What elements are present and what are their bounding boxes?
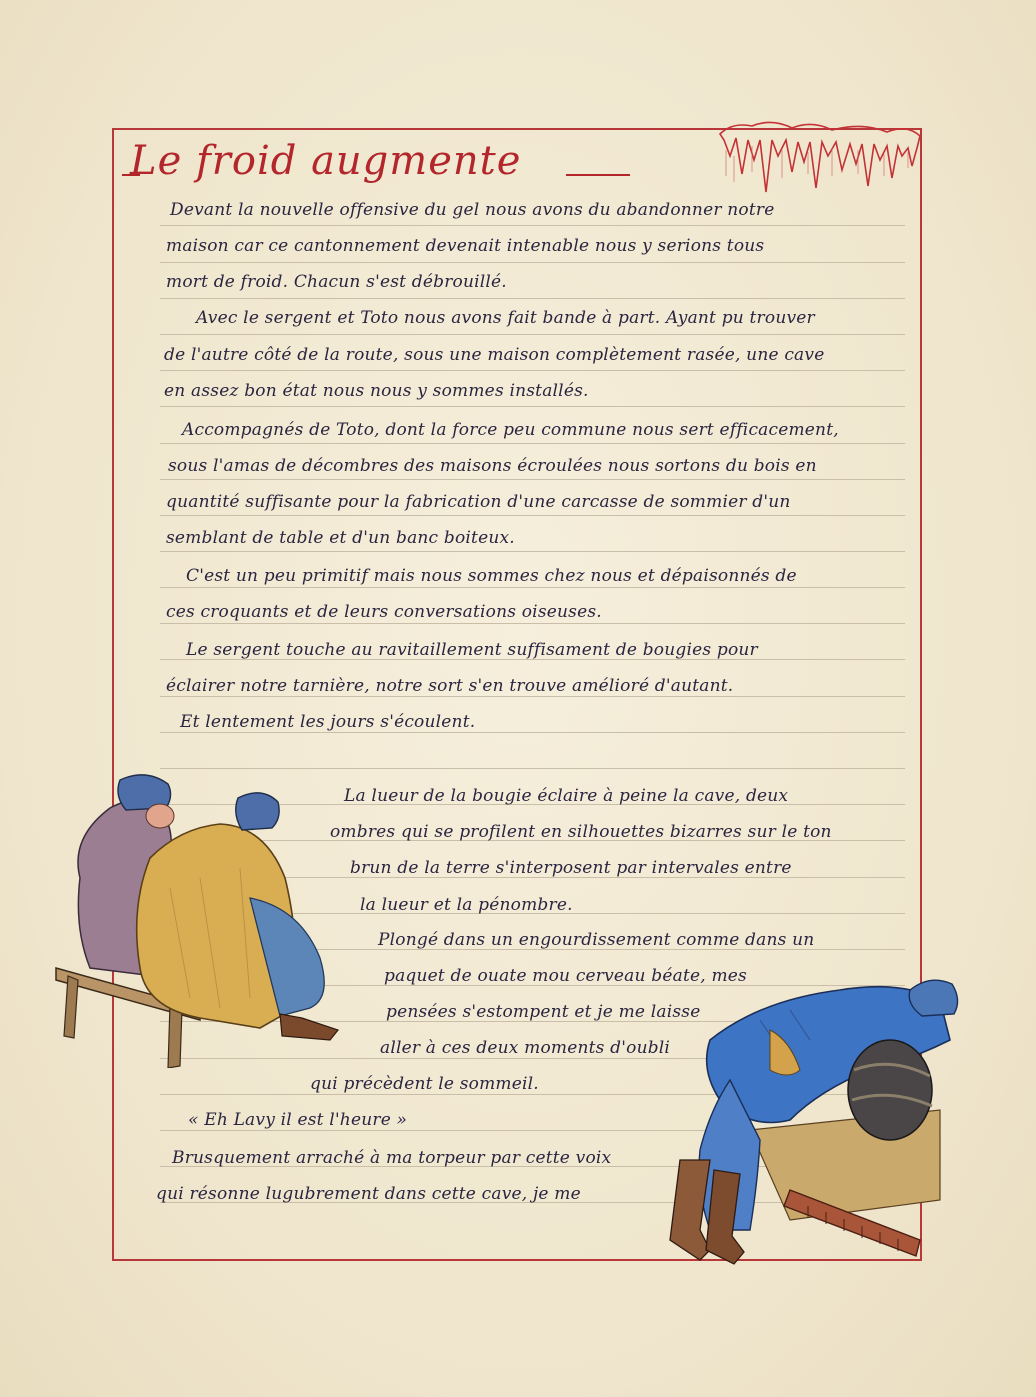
sleeping-soldier-illustration [640, 960, 970, 1290]
body-line: maison car ce cantonnement devenait intenable nous y serions tous [166, 236, 765, 256]
side-line: la lueur et la pénombre. [360, 895, 573, 915]
body-line: C'est un peu primitif mais nous sommes chez nous et dépaisonnés de [186, 566, 797, 586]
body-line: Avec le sergent et Toto nous avons fait bande à part. Ayant pu trouver [196, 308, 815, 328]
page-title: Le froid augmente [130, 138, 522, 184]
side-line: qui précèdent le sommeil. [310, 1074, 539, 1094]
side-line: qui résonne lugubrement dans cette cave, je me [156, 1184, 581, 1204]
side-line: aller à ces deux moments d'oubli [380, 1038, 671, 1058]
body-line: Le sergent touche au ravitaillement suffisament de bougies pour [186, 640, 758, 660]
body-line: éclairer notre tarnière, notre sort s'en trouve amélioré d'autant. [166, 676, 734, 696]
side-line: La lueur de la bougie éclaire à peine la cave, deux [344, 786, 789, 806]
body-line: Et lentement les jours s'écoulent. [180, 712, 476, 732]
body-line: Accompagnés de Toto, dont la force peu commune nous sert efficacement, [182, 420, 839, 440]
side-line: ombres qui se profilent en silhouettes bizarres sur le ton [330, 822, 832, 842]
icicles-decoration [712, 116, 924, 196]
seated-soldiers-illustration [50, 768, 360, 1068]
side-line: paquet de ouate mou cerveau béate, mes [384, 966, 747, 986]
side-line: brun de la terre s'interposent par intervales entre [350, 858, 792, 878]
body-line: quantité suffisante pour la fabrication d'une carcasse de sommier d'un [166, 492, 791, 512]
side-line: Brusquement arraché à ma torpeur par cette voix [172, 1148, 612, 1168]
body-line: sous l'amas de décombres des maisons écroulées nous sortons du bois en [168, 456, 817, 476]
side-line: Plongé dans un engourdissement comme dans un [378, 930, 815, 950]
title-dash-right [566, 174, 630, 176]
body-line: ces croquants et de leurs conversations oiseuses. [166, 602, 602, 622]
body-line: Devant la nouvelle offensive du gel nous avons du abandonner notre [170, 200, 775, 220]
side-line: « Eh Lavy il est l'heure » [188, 1110, 408, 1130]
side-line: pensées s'estompent et je me laisse [386, 1002, 701, 1022]
body-line: de l'autre côté de la route, sous une maison complètement rasée, une cave [164, 345, 825, 365]
body-line: en assez bon état nous nous y sommes installés. [164, 381, 589, 401]
body-line: mort de froid. Chacun s'est débrouillé. [166, 272, 507, 292]
body-line: semblant de table et d'un banc boiteux. [166, 528, 515, 548]
